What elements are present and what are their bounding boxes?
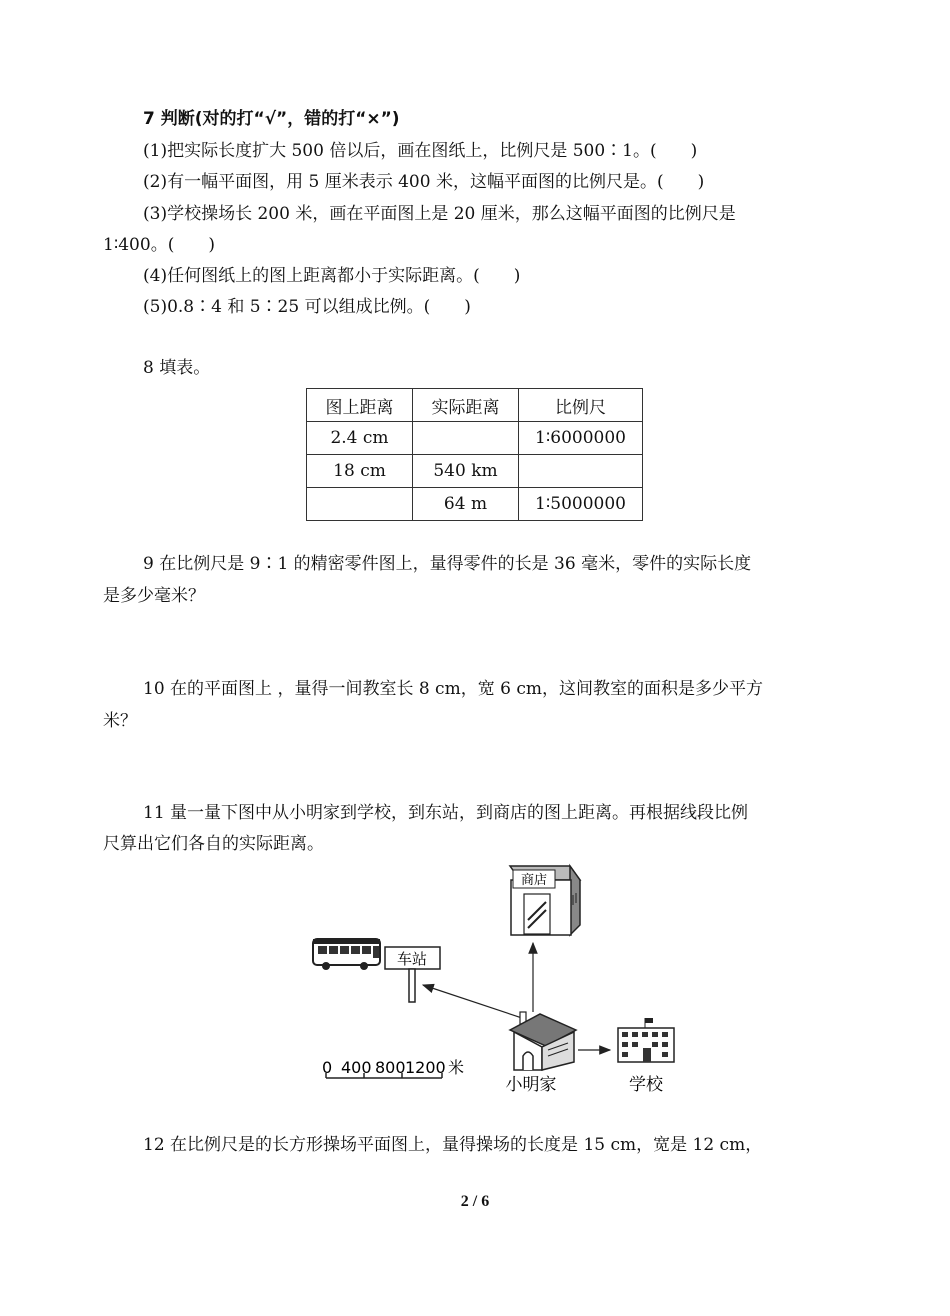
q7-item-3: (3)学校操场长 200 米，画在平面图上是 20 厘米，那么这幅平面图的比例尺是 (143, 204, 736, 224)
q11-line-1: 11 量一量下图中从小明家到学校，到东站，到商店的图上距离。再根据线段比例 (143, 803, 749, 823)
school-label: 学校 (629, 1075, 663, 1095)
scale-bar (322, 1058, 464, 1078)
q9-line-2: 是多少毫米？ (103, 586, 205, 606)
school-building-icon (618, 1018, 674, 1062)
q7-title: 7 判断(对的打“√”，错的打“×”) (143, 109, 400, 129)
q11-line-2: 尺算出它们各自的实际距离。 (103, 834, 324, 854)
scale-label: 0 (322, 1058, 333, 1077)
station-label: 车站 (396, 950, 428, 968)
q7-item-2: (2)有一幅平面图，用 5 厘米表示 400 米，这幅平面图的比例尺是。( ) (143, 172, 705, 192)
q12-line-1: 12 在比例尺是的长方形操场平面图上，量得操场的长度是 15 cm，宽是 12 cm， (143, 1135, 763, 1155)
page-number: 2 / 6 (460, 1193, 490, 1210)
q7-item-1: (1)把实际长度扩大 500 倍以后，画在图纸上，比例尺是 500∶1。( ) (143, 141, 698, 161)
q7-item-4: (4)任何图纸上的图上距离都小于实际距离。( ) (143, 266, 521, 286)
scale-label: 800 (375, 1058, 406, 1077)
table-cell: 540 km (413, 455, 519, 488)
bus-icon (313, 939, 380, 970)
q10-line-2: 米？ (103, 711, 137, 731)
table-header-cell: 图上距离 (307, 389, 413, 422)
q7-item-3-cont: 1∶400。( ) (103, 235, 215, 255)
station-sign-icon (385, 947, 440, 1002)
table-cell: 1∶6000000 (519, 422, 643, 455)
scale-unit: 米 (448, 1058, 465, 1077)
table-cell: 2.4 cm (307, 422, 413, 455)
table-cell: 64 m (413, 488, 519, 521)
q9-line-1: 9 在比例尺是 9∶1 的精密零件图上，量得零件的长是 36 毫米，零件的实际长度 (143, 554, 752, 574)
house-icon (510, 1012, 576, 1070)
q7-item-5: (5)0.8∶4 和 5∶25 可以组成比例。( ) (143, 297, 471, 317)
q10-line-1: 10 在的平面图上 ，量得一间教室长 8 cm，宽 6 cm，这间教室的面积是多少平方 (143, 679, 763, 699)
home-label: 小明家 (505, 1075, 557, 1095)
table-header-cell: 实际距离 (413, 389, 519, 422)
store-building-icon (510, 866, 580, 935)
scale-label: 1200 (405, 1058, 446, 1077)
scale-label: 400 (341, 1058, 372, 1077)
table-cell: 18 cm (307, 455, 413, 488)
store-label: 商店 (520, 873, 548, 888)
table-cell: 1∶5000000 (519, 488, 643, 521)
table-header-cell: 比例尺 (519, 389, 643, 422)
q8-title: 8 填表。 (143, 358, 211, 378)
